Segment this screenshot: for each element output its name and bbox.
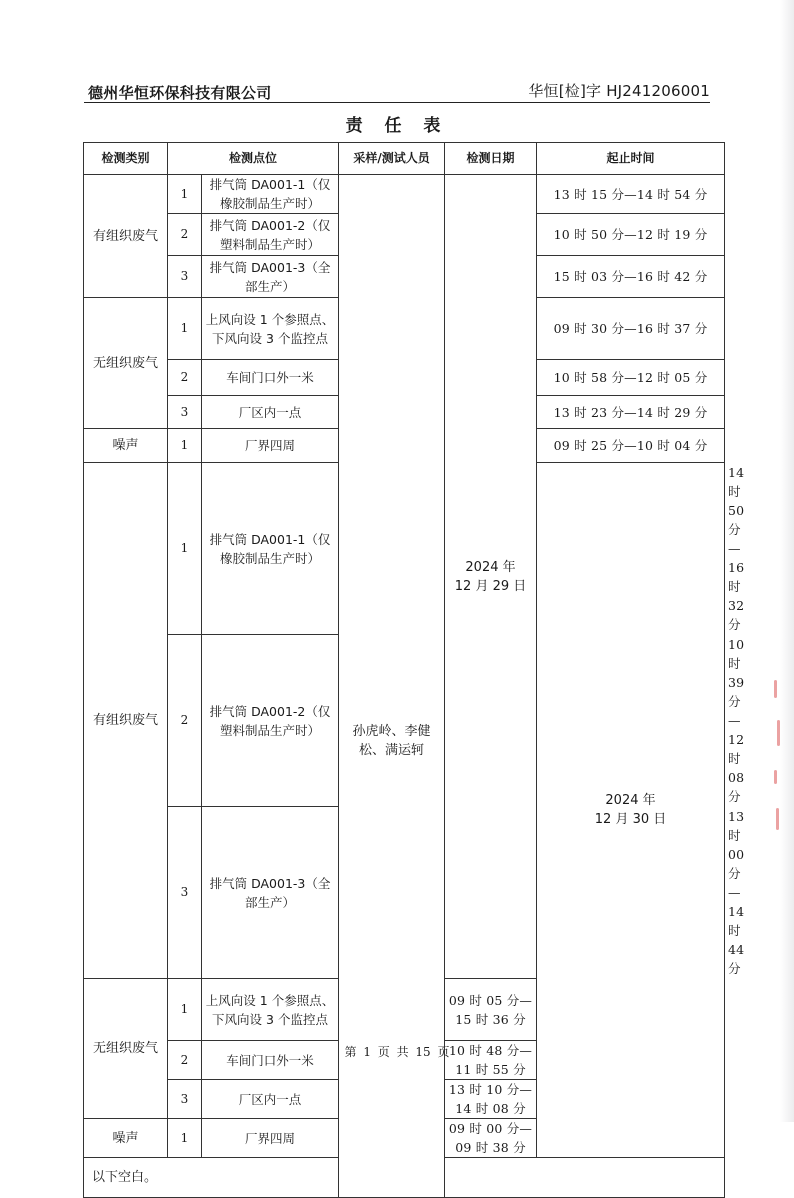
page-edge-shadow [780,0,794,1122]
page-header [84,80,710,103]
row-number: 1 [168,298,202,360]
row-number: 3 [168,1080,202,1119]
table-header-row [84,143,725,175]
point-cell: 排气筒 DA001-2（仅塑料制品生产时） [202,635,339,807]
point-cell: 上风向设 1 个参照点、下风向设 3 个监控点 [202,298,339,360]
time-cell: 09 时 05 分—15 时 36 分 [445,979,537,1041]
table-row: 3 排气筒 DA001-3（全部生产） 13 时 00 分—14 时 44 分 [84,807,725,979]
row-number: 1 [168,175,202,214]
header-date: 检测日期 [445,143,537,175]
header-category: 检测类别 [84,143,168,175]
row-number: 2 [168,635,202,807]
row-number: 3 [168,396,202,429]
time-cell: 13 时 23 分—14 时 29 分 [537,396,725,429]
date-cell-1230: 2024 年 12 月 30 日 [537,463,725,1158]
date-cell-1229: 2024 年 12 月 29 日 [445,175,537,979]
point-cell: 排气筒 DA001-1（仅橡胶制品生产时） [202,463,339,635]
company-name: 德州华恒环保科技有限公司 [88,84,272,102]
header-point: 检测点位 [168,143,339,175]
point-cell: 排气筒 DA001-3（全部生产） [202,807,339,979]
time-cell: 13 时 15 分—14 时 54 分 [537,175,725,214]
category-cell: 噪声 [84,1119,168,1158]
point-cell: 厂界四周 [202,429,339,463]
header-staff: 采样/测试人员 [339,143,445,175]
row-number: 3 [168,256,202,298]
time-cell: 10 时 48 分—11 时 55 分 [445,1041,537,1080]
row-number: 2 [168,1041,202,1080]
category-cell: 无组织废气 [84,298,168,429]
time-cell: 09 时 30 分—16 时 37 分 [537,298,725,360]
responsibility-table [83,142,745,1198]
staff-cell: 孙虎岭、李健松、满运轲 [339,175,445,1198]
time-cell: 13 时 10 分—14 时 08 分 [445,1080,537,1119]
row-number: 3 [168,807,202,979]
table-row: 2 排气筒 DA001-2（仅塑料制品生产时） 10 时 39 分—12 时 08 分 [84,635,725,807]
table-note-row [84,1158,725,1198]
point-cell: 排气筒 DA001-2（仅塑料制品生产时） [202,214,339,256]
row-number: 1 [168,463,202,635]
category-cell: 噪声 [84,429,168,463]
point-cell: 车间门口外一米 [202,360,339,396]
row-number: 1 [168,979,202,1041]
point-cell: 厂界四周 [202,1119,339,1158]
document-number: 华恒[检]字 HJ241206001 [528,82,710,100]
row-number: 2 [168,360,202,396]
header-time: 起止时间 [537,143,725,175]
point-cell: 厂区内一点 [202,396,339,429]
point-cell: 排气筒 DA001-1（仅橡胶制品生产时） [202,175,339,214]
time-cell: 09 时 25 分—10 时 04 分 [537,429,725,463]
point-cell: 车间门口外一米 [202,1041,339,1080]
point-cell: 厂区内一点 [202,1080,339,1119]
table-row [84,175,725,214]
time-cell: 10 时 50 分—12 时 19 分 [537,214,725,256]
seal-edge-marks [770,680,788,840]
point-cell: 排气筒 DA001-3（全部生产） [202,256,339,298]
row-number: 1 [168,429,202,463]
category-cell: 无组织废气 [84,979,168,1119]
point-cell: 上风向设 1 个参照点、下风向设 3 个监控点 [202,979,339,1041]
page-title: 责 任 表 [345,116,449,136]
table-note: 以下空白。 [84,1158,725,1198]
table-row: 有组织废气 1 排气筒 DA001-1（仅橡胶制品生产时） 2024 年 12 月 30 日 14 时 50 分—16 时 32 分 [84,463,725,635]
time-cell: 09 时 00 分—09 时 38 分 [445,1119,537,1158]
category-cell: 有组织废气 [84,463,168,979]
time-cell: 10 时 58 分—12 时 05 分 [537,360,725,396]
category-cell: 有组织废气 [84,175,168,298]
row-number: 1 [168,1119,202,1158]
time-cell: 15 时 03 分—16 时 42 分 [537,256,725,298]
page-footer: 第 1 页 共 15 页 [344,1045,450,1059]
row-number: 2 [168,214,202,256]
